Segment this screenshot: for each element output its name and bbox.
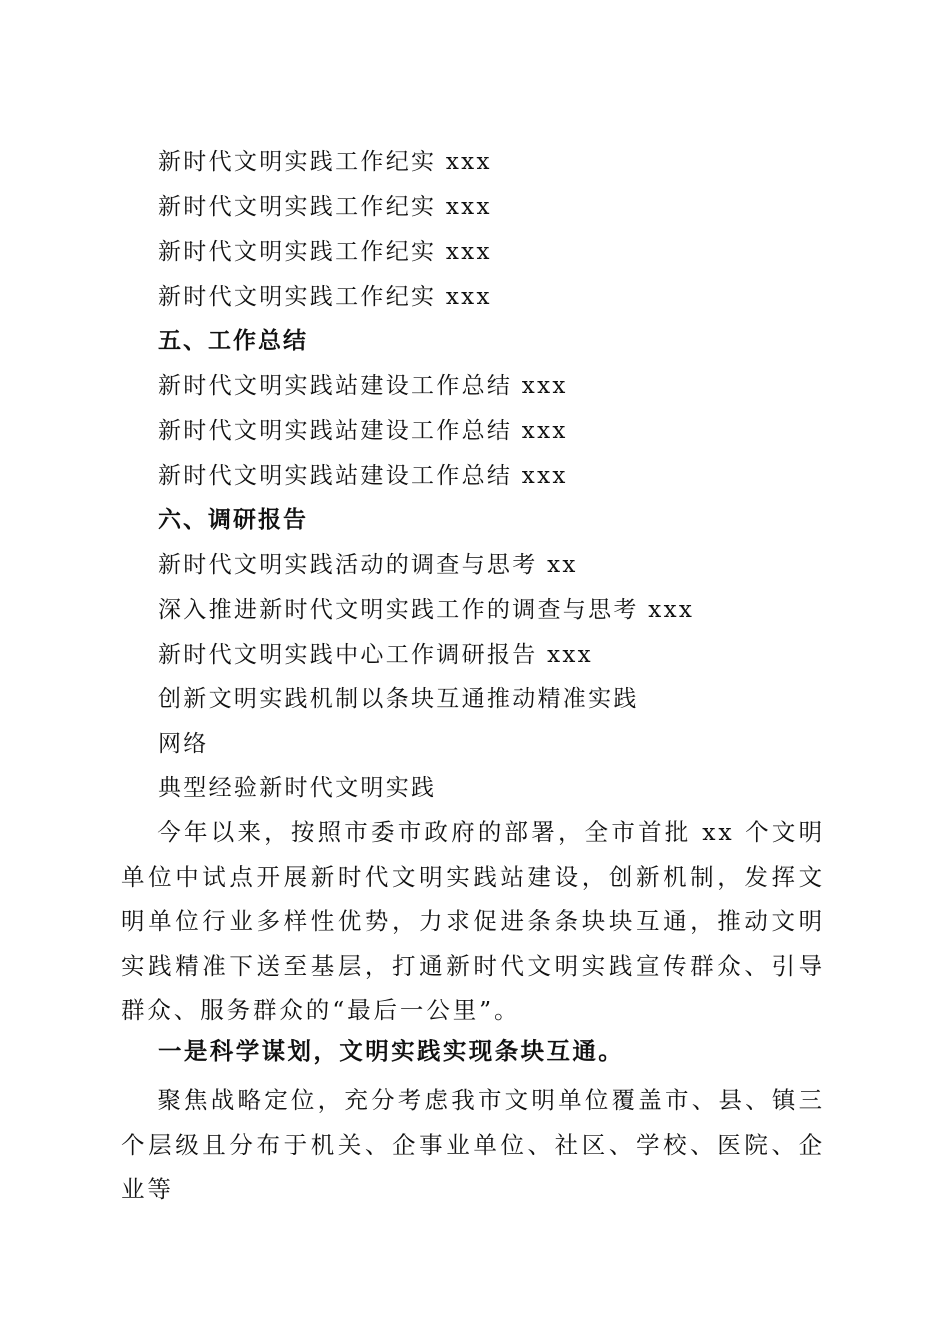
- list-item: 新时代文明实践工作纪实 xxx: [158, 194, 492, 220]
- paragraph-text: 今年以来，按照市委市政府的部署，全市首批 xx 个文明单位中试点开展新时代文明实践站建设，创新机制，发挥文明单位行业多样性优势，力求促进条条块块互通，推动文明实践精准下送至基层，打通新时代文明实践宣传群众、引导群众、服务群众的“最后一公里”。: [121, 818, 825, 1025]
- list-item: 深入推进新时代文明实践工作的调查与思考 xxx: [158, 597, 695, 623]
- section-heading-summary: 五、工作总结: [158, 327, 308, 354]
- body-subheading: 一是科学谋划，文明实践实现条块互通。: [158, 1037, 625, 1065]
- list-item: 新时代文明实践站建设工作总结 xxx: [158, 418, 568, 444]
- section-heading-research: 六、调研报告: [158, 506, 308, 533]
- list-item: 新时代文明实践站建设工作总结 xxx: [158, 373, 568, 399]
- list-item: 新时代文明实践工作纪实 xxx: [158, 239, 492, 265]
- list-item: 新时代文明实践工作纪实 xxx: [158, 149, 492, 175]
- body-paragraph: [121, 1078, 825, 1212]
- list-item: 新时代文明实践工作纪实 xxx: [158, 284, 492, 310]
- list-item: 网络: [158, 731, 209, 757]
- list-item: 新时代文明实践站建设工作总结 xxx: [158, 463, 568, 489]
- list-item: 新时代文明实践活动的调查与思考 xx: [158, 552, 578, 578]
- list-item: 创新文明实践机制以条块互通推动精准实践: [158, 686, 639, 712]
- paragraph-text: 聚焦战略定位，充分考虑我市文明单位覆盖市、县、镇三个层级且分布于机关、企事业单位、社区、学校、医院、企业等: [121, 1086, 825, 1204]
- list-item: 典型经验新时代文明实践: [158, 775, 437, 801]
- body-paragraph: [121, 810, 825, 1033]
- list-item: 新时代文明实践中心工作调研报告 xxx: [158, 642, 593, 668]
